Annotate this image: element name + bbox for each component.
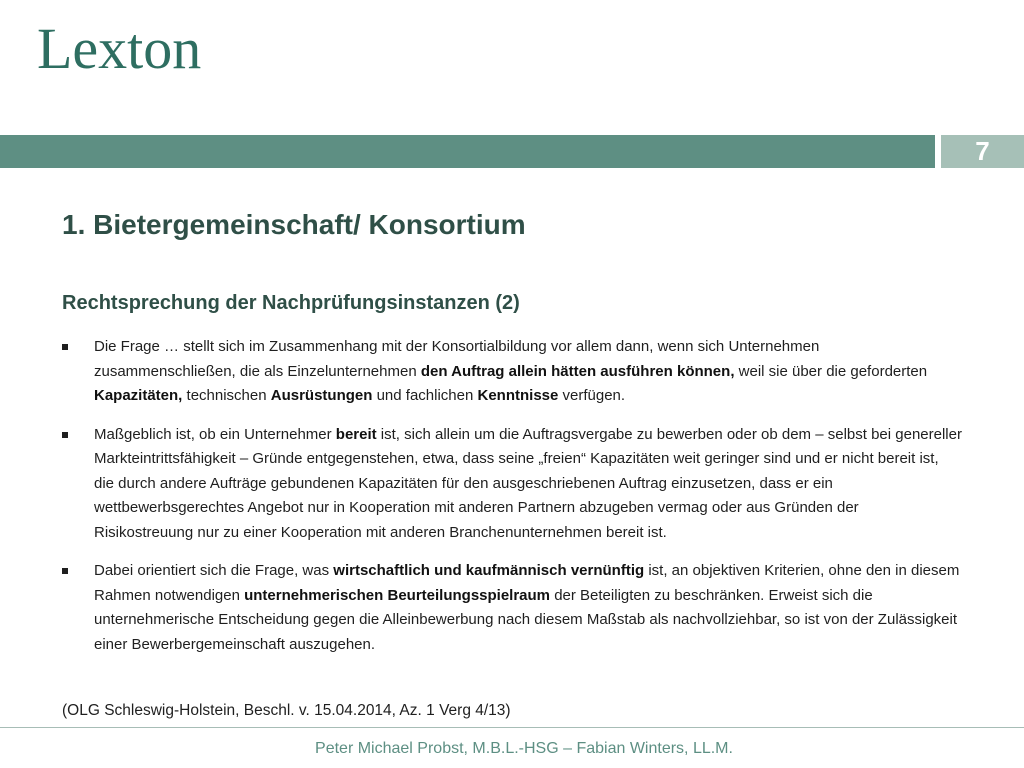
slide-title: 1. Bietergemeinschaft/ Konsortium [62,209,526,240]
bullet-text-segment: ist, sich allein um die Auftragsvergabe zu bewerben oder ob dem – selbst bei genereller Markteintrittsfähigkeit – Gründe entgegenstehen, etwa, dass seine „freien“ Kapazitäten weit geringer sind und er nicht bereit ist, die durch andere Aufträge gebundenen Kapazitäten für den ausgeschriebenen Auftrag einzusetzen, dass er ein wettbewerbsgerechtes Angebot nur in Kooperation mit anderen Partnern abzugeben vermag oder aus Gründen der Risikostreuung nur zu einer Kooperation mit anderen Branchenunternehmen bereit ist. [94,425,962,541]
bold-phrase: Kapazitäten, [94,387,183,404]
bullet-item-orientierung [62,559,962,657]
bold-phrase: Ausrüstungen [270,387,373,404]
court-citation: (OLG Schleswig-Holstein, Beschl. v. 15.04.2014, Az. 1 Verg 4/13) [62,702,511,719]
square-bullet-icon [62,432,68,438]
bullet-text-segment: Die Frage … stellt sich im Zusammenhang mit der Konsortialbildung vor allem dann, wenn sich Unternehmen zusammenschließen, die als Einzelunternehmen [94,338,820,380]
bullet-text-segment: verfügen. [558,387,626,404]
lexton-logo: Lexton [37,16,202,81]
bullet-text-segment: und fachlichen [372,387,478,404]
bullet-text-segment: Dabei orientiert sich die Frage, was [94,562,334,579]
bold-phrase: Kenntnisse [477,387,559,404]
bullet-text-segment: Maßgeblich ist, ob ein Unternehmer [94,425,336,443]
header-band [0,135,935,168]
bullet-item-massgeblich [62,423,962,546]
footer-divider [0,727,1024,728]
page-number: 7 [975,136,990,166]
square-bullet-icon [62,568,68,574]
page-number-box [941,135,1024,168]
footer-authors: Peter Michael Probst, M.B.L.-HSG – Fabian Winters, LL.M. [315,740,733,757]
bold-phrase: wirtschaftlich und kaufmännisch vernünftig [333,562,645,579]
bold-phrase: bereit [335,425,377,443]
bullet-list [62,335,962,657]
slide-subtitle: Rechtsprechung der Nachprüfungsinstanzen (2) [62,292,520,314]
bullet-text-segment: weil sie über die geforderten [734,362,928,380]
bold-phrase: den Auftrag allein hätten ausführen können, [420,362,735,380]
bullet-text-segment: der Beteiligten zu beschränken. Erweist sich die unternehmerische Entscheidung gegen die Alleinbewerbung nach diesem Maßstab als nachvollziehbar, so ist von der Zulässigkeit einer Bewerbergemeinschaft auszugehen. [94,586,958,653]
bullet-text-segment: technischen [182,387,271,404]
square-bullet-icon [62,344,68,350]
bullet-item-konsortialbildung [62,335,962,409]
bold-phrase: unternehmerischen Beurteilungsspielraum [244,586,551,604]
bullet-text-segment: ist, an objektiven Kriterien, ohne den in diesem Rahmen notwendigen [94,562,960,604]
